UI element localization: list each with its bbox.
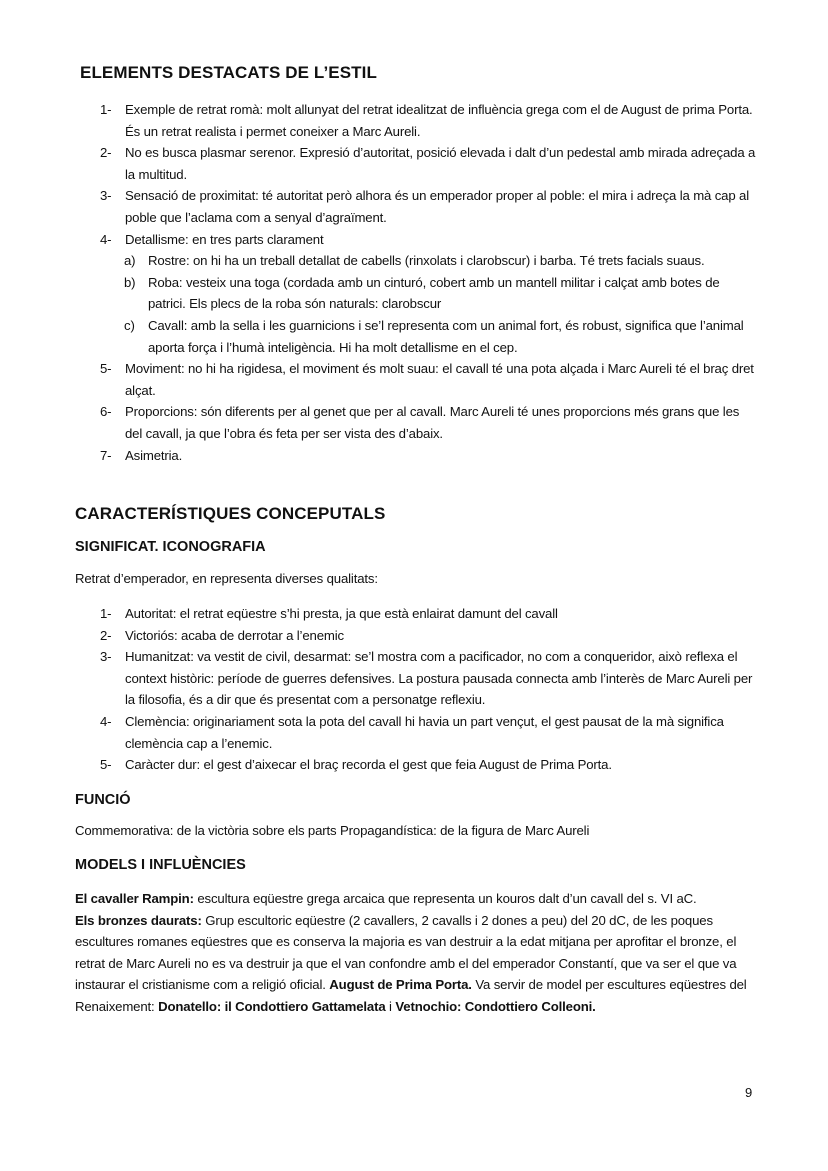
paragraph-text: escultura eqüestre grega arcaica que representa un kouros dalt d’un cavall del s. VI aC. <box>193 891 697 906</box>
list-text: Autoritat: el retrat eqüestre s’hi presta, ja que està enlairat damunt del cavall <box>125 606 558 621</box>
list-item <box>100 625 756 647</box>
list-item <box>100 358 756 401</box>
list-text: Detallisme: en tres parts clarament <box>125 231 324 247</box>
sub-list-letter: c) <box>124 317 135 333</box>
list-number: 4- <box>100 231 112 247</box>
sub-list-item <box>124 315 756 358</box>
sub-list-text: Cavall: amb la sella i les guarnicions i se’l representa com un animal fort, és robust, significa que l’animal aporta força i l’humà inteligència. Hi ha molt detallisme en el cep. <box>148 317 744 355</box>
section-heading-conceptual: CARACTERÍSTIQUES CONCEPUTALS <box>75 504 386 523</box>
list-number: 6- <box>100 404 112 420</box>
paragraph-text: Grup escultoric eqüestre (2 cavallers, 2 cavalls i 2 dones a peu) del 20 dC, de les poques escultures romanes eqüestres que es conserva la majoria es van destruir a la edat mitjana per aprofitar el bronze, el retrat de Marc Aureli no es va destruir ja que el van confondre amb el del emperador Constantí, que va ser el que va instaurar el cristianisme com a religió oficial. <box>75 912 737 993</box>
list-number: 2- <box>100 145 112 161</box>
list-item <box>100 401 756 444</box>
bold-term: Donatello: il Condottiero Gattamelata <box>158 998 386 1014</box>
list-number: 5- <box>100 757 112 773</box>
qualities-list <box>100 603 756 776</box>
list-text: Victoriós: acaba de derrotar a l’enemic <box>125 627 344 643</box>
list-text: Exemple de retrat romà: molt allunyat del retrat idealitzat de influència grega com el de August de prima Porta. És un retrat realista i permet coneixer a Marc Aureli. <box>125 102 753 139</box>
list-text: No es busca plasmar serenor. Expresió d’autoritat, posició elevada i dalt d’un pedestal amb mirada adreçada a la multitud. <box>125 145 756 182</box>
sub-list-letter: a) <box>124 253 136 269</box>
list-number: 3- <box>100 188 112 204</box>
sub-list-text: Rostre: on hi ha un treball detallat de cabells (rinxolats i clarobscur) i barba. Té trets facials suaus. <box>148 253 705 269</box>
section-heading-elements: ELEMENTS DESTACATS DE L’ESTIL <box>80 63 377 82</box>
list-text: Moviment: no hi ha rigidesa, el moviment és molt suau: el cavall té una pota alçada i Marc Aureli té el braç dret alçat. <box>125 361 754 398</box>
list-item <box>100 185 756 228</box>
funcio-paragraph: Commemorativa: de la victòria sobre els parts Propagandística: de la figura de Marc Aureli <box>75 823 590 838</box>
style-elements-list <box>100 99 756 466</box>
list-item <box>100 142 756 185</box>
list-item <box>100 445 756 467</box>
list-text: Asimetria. <box>125 447 183 463</box>
bold-term: August de Prima Porta. <box>329 977 472 993</box>
list-number: 1- <box>100 102 112 117</box>
list-text: Humanitzat: va vestit de civil, desarmat: se’l mostra com a pacificador, no com a conqueridor, això reflexa el context històric: període de guerres defensives. La postura pausada connecta amb l’interès de Marc Aureli per la filosofia, és a dir que és presentat com a personatge reflexiu. <box>125 649 753 708</box>
sub-list-item <box>124 250 756 272</box>
sub-list-letter: b) <box>124 274 136 290</box>
page-number: 9 <box>745 1085 753 1100</box>
list-number: 5- <box>100 361 112 377</box>
bold-term: Vetnochio: Condottiero Colleoni. <box>395 998 596 1014</box>
list-item <box>100 603 756 625</box>
list-number: 1- <box>100 606 112 621</box>
list-item <box>100 754 756 776</box>
list-item <box>100 229 756 251</box>
list-number: 3- <box>100 649 112 665</box>
models-paragraphs <box>75 888 760 1018</box>
list-item <box>100 711 756 754</box>
sub-list-text: Roba: vesteix una toga (cordada amb un cinturó, cobert amb un mantell militar i calçat amb botes de patrici. Els plecs de la roba són naturals: clarobscur <box>148 274 720 312</box>
paragraph-rampin <box>75 888 760 910</box>
list-number: 4- <box>100 713 112 729</box>
paragraph-text: i <box>385 998 396 1014</box>
intro-paragraph: Retrat d’emperador, en representa diverses qualitats: <box>75 571 378 586</box>
list-number: 2- <box>100 627 112 643</box>
list-text: Caràcter dur: el gest d’aixecar el braç recorda el gest que feia August de Prima Porta. <box>125 757 612 773</box>
paragraph-bronzes <box>75 910 760 1018</box>
list-text: Clemència: originariament sota la pota del cavall hi havia un part vençut, el gest pausat de la mà significa clemència cap a l’enemic. <box>125 713 724 751</box>
subheading-significat: SIGNIFICAT. ICONOGRAFIA <box>75 539 266 555</box>
subheading-models: MODELS I INFLUÈNCIES <box>75 857 246 873</box>
list-text: Proporcions: són diferents per al genet que per al cavall. Marc Aureli té unes proporcions més grans que les del cavall, ja que l’obra és feta per ser vista des d’abaix. <box>125 404 740 441</box>
list-item <box>100 99 756 142</box>
sub-list-item <box>124 272 756 315</box>
list-number: 7- <box>100 447 112 463</box>
bold-term: El cavaller Rampin: <box>75 891 194 906</box>
bold-term: Els bronzes daurats: <box>75 912 202 928</box>
subheading-funcio: FUNCIÓ <box>75 792 131 808</box>
list-item <box>100 646 756 711</box>
paragraph-text: Va servir de model per escultures eqüestres del Renaixement: <box>75 977 747 1014</box>
list-text: Sensació de proximitat: té autoritat però alhora és un emperador proper al poble: el mira i adreça la mà cap al poble que l’aclama com a senyal d’agraïment. <box>125 188 750 225</box>
